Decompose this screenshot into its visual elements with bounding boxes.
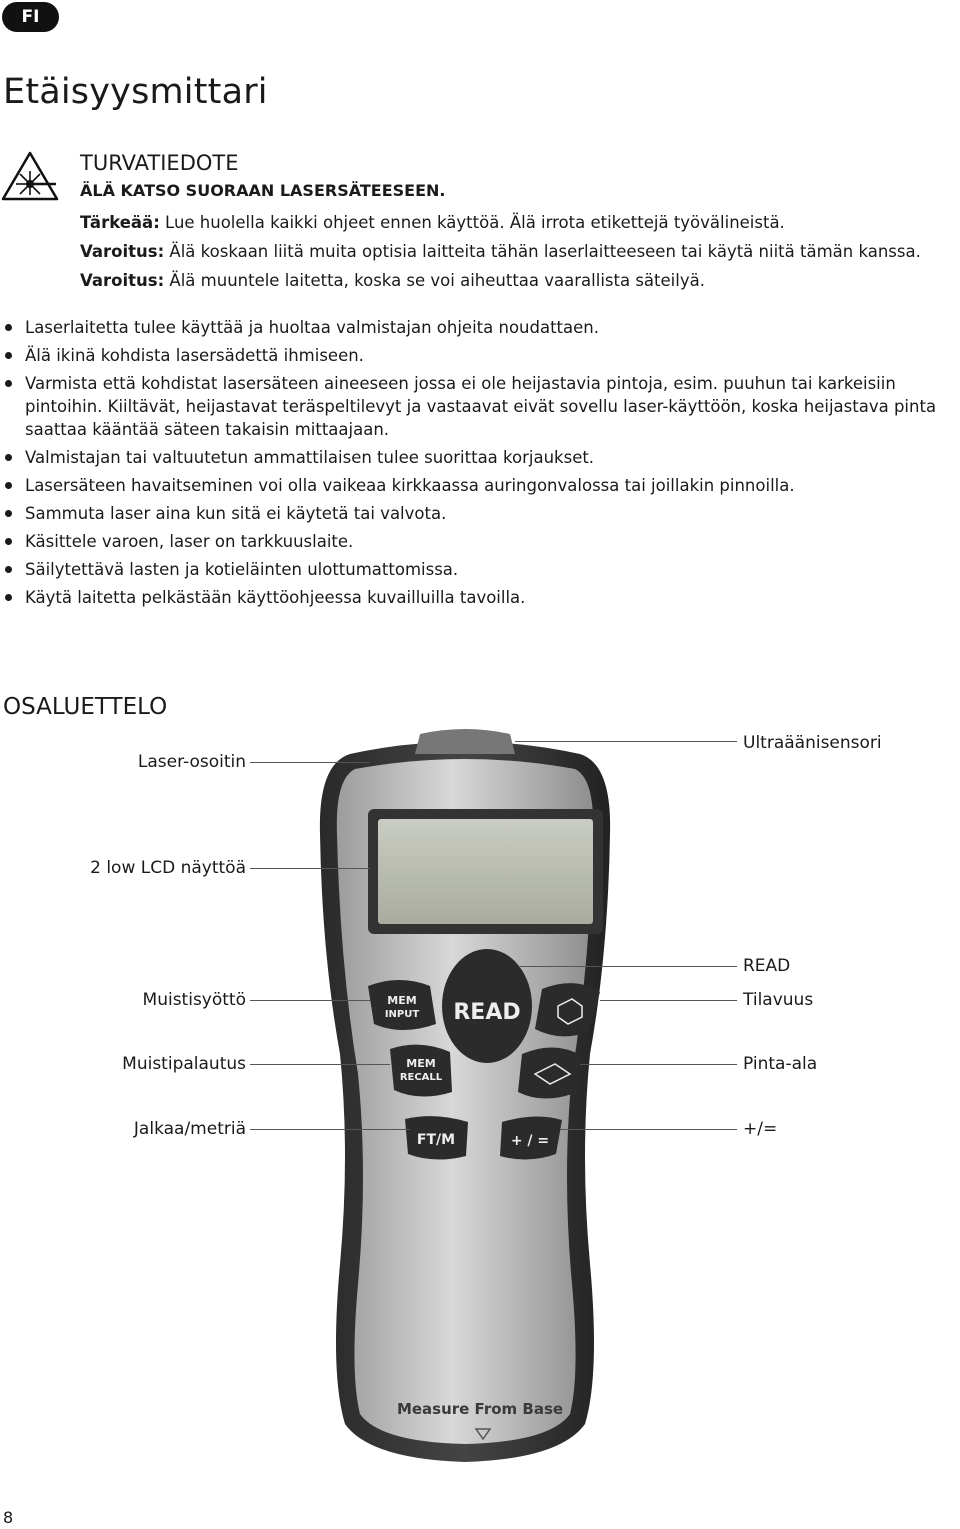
leader-line [250, 1064, 390, 1065]
safety-bullet-list [0, 316, 960, 614]
safety-subheading: ÄLÄ KATSO SUORAAN LASERSÄTEESEEN. [80, 181, 446, 200]
list-item: Laserlaitetta tulee käyttää ja huoltaa valmistajan ohjeita noudattaen. [0, 316, 960, 339]
safety-notice [80, 150, 950, 299]
distance-meter-image [290, 724, 640, 1464]
note-text: Älä muuntele laitetta, koska se voi aiheuttaa vaarallista säteilyä. [164, 271, 705, 290]
list-item: Lasersäteen havaitseminen voi olla vaikeaa kirkkaassa auringonvalossa tai joillakin pinnoilla. [0, 474, 960, 497]
label-lcd-display: 2 low LCD näyttöä [90, 858, 246, 878]
note-label: Tärkeää: [80, 213, 160, 232]
label-laser-pointer: Laser-osoitin [137, 752, 246, 772]
label-read: READ [743, 956, 791, 976]
leader-line [520, 966, 737, 967]
list-item: Sammuta laser aina kun sitä ei käytetä tai valvota. [0, 502, 960, 525]
ft-m-button [405, 1116, 468, 1159]
note-label: Varoitus: [80, 242, 165, 261]
list-item: Varmista että kohdistat lasersäteen aineeseen jossa ei ole heijastavia pintoja, esim. puuhun tai karkeisiin pintoihin. Kiiltävät, heijastavat teräspeltilevyt ja vastaavat eivät sovellu laser-käyttöön, koska heijastava pinta saattaa kääntää säteen takaisin mittaajaan. [0, 372, 960, 441]
label-feet-meters: Jalkaa/metriä [133, 1119, 246, 1139]
mem-recall-button [390, 1045, 452, 1097]
label-ultrasonic-sensor: Ultraäänisensori [743, 733, 882, 753]
parts-list-title: OSALUETTELO [3, 694, 168, 720]
list-item: Älä ikinä kohdista lasersädettä ihmiseen. [0, 344, 960, 367]
read-button [442, 949, 532, 1063]
note-text: Lue huolella kaikki ohjeet ennen käyttöä. Älä irrota etikettejä työvälineistä. [159, 213, 785, 232]
page-title: Etäisyysmittari [3, 72, 268, 112]
leader-line [515, 741, 737, 742]
leader-line [560, 1129, 737, 1130]
list-item: Käsittele varoen, laser on tarkkuuslaite. [0, 530, 960, 553]
safety-heading: TURVATIEDOTE [80, 151, 239, 175]
list-item: Valmistajan tai valtuutetun ammattilaisen tulee suorittaa korjaukset. [0, 446, 960, 469]
plus-equals-label: + / = [510, 1133, 550, 1149]
mem-recall-label-2: RECALL [399, 1072, 443, 1083]
mem-input-button [368, 980, 436, 1030]
leader-line [600, 1000, 737, 1001]
label-volume: Tilavuus [743, 990, 814, 1010]
mem-recall-label-1: MEM [406, 1057, 436, 1070]
list-item: Käytä laitetta pelkästään käyttöohjeessa kuvailluilla tavoilla. [0, 586, 960, 609]
leader-line [250, 1129, 410, 1130]
measure-from-base-text: Measure From Base [396, 1400, 564, 1418]
label-plus-equals: +/= [743, 1119, 778, 1139]
mem-input-label-1: MEM [387, 994, 417, 1007]
language-badge: FI [2, 2, 59, 32]
mem-input-label-2: INPUT [384, 1009, 420, 1020]
note-text: Älä koskaan liitä muita optisia laitteita tähän laserlaitteeseen tai käytä niitä tämän kanssa. [164, 242, 921, 261]
label-memory-input: Muistisyöttö [142, 990, 246, 1010]
ft-m-label: FT/M [416, 1132, 456, 1148]
safety-note-warning-2 [80, 270, 950, 291]
area-button [518, 1047, 582, 1098]
leader-line [250, 868, 370, 869]
list-item: Säilytettävä lasten ja kotieläinten ulottumattomissa. [0, 558, 960, 581]
read-label: READ [453, 1000, 521, 1025]
leader-line [250, 1000, 370, 1001]
note-label: Varoitus: [80, 271, 165, 290]
safety-note-warning-1 [80, 241, 950, 262]
plus-equals-button [500, 1116, 562, 1159]
label-memory-recall: Muistipalautus [122, 1054, 246, 1074]
leader-line [580, 1064, 737, 1065]
safety-note-important [80, 212, 950, 233]
leader-line [250, 762, 370, 763]
laser-warning-icon [0, 150, 60, 202]
label-area: Pinta-ala [743, 1054, 818, 1074]
page-number: 8 [3, 1508, 14, 1527]
